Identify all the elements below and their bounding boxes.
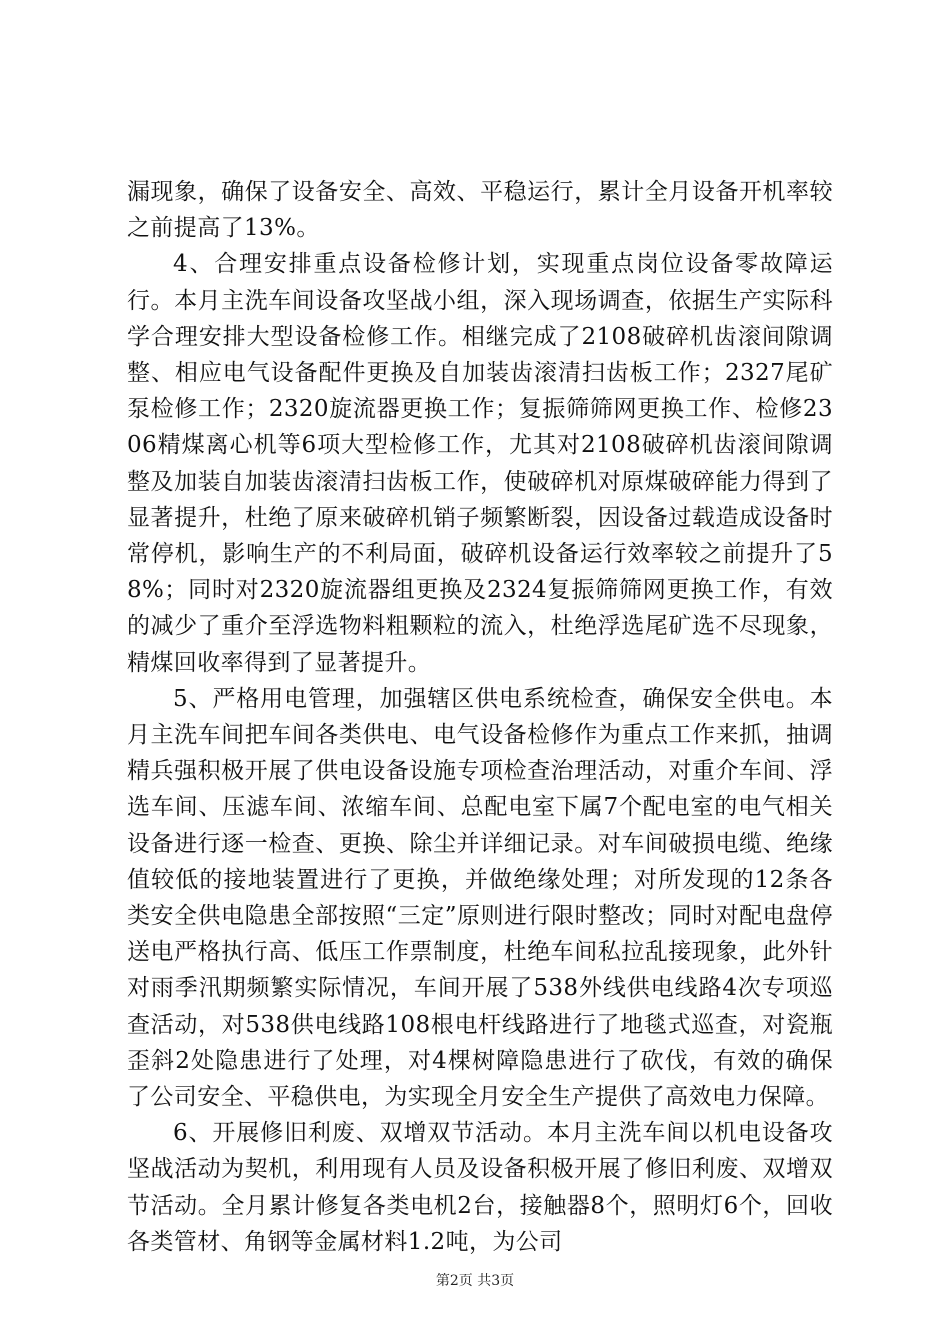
page-footer: [0, 1271, 950, 1291]
paragraph-item-6: 6、开展修旧利废、双增双节活动。本月主洗车间以机电设备攻坚战活动为契机，利用现有人员及设备积极开展了修旧利废、双增双节活动。全月累计修复各类电机2台，接触器8个，照明灯6个，回收各类管材、角钢等金属材料1.2吨，为公司: [127, 1120, 833, 1255]
paragraph-item-5: 5、严格用电管理，加强辖区供电系统检查，确保安全供电。本月主洗车间把车间各类供电、电气设备检修作为重点工作来抓，抽调精兵强积极开展了供电设备设施专项检查治理活动，对重介车间、浮选车间、压滤车间、浓缩车间、总配电室下属7个配电室的电气相关设备进行逐一检查、更换、除尘并详细记录。对车间破损电缆、绝缘值较低的接地装置进行了更换，并做绝缘处理；对所发现的12条各类安全供电隐患全部按照“三定”原则进行限时整改；同时对配电盘停送电严格执行高、低压工作票制度，杜绝车间私拉乱接现象，此外针对雨季汛期频繁实际情况，车间开展了538外线供电线路4次专项巡查活动，对538供电线路108根电杆线路进行了地毯式巡查，对瓷瓶歪斜2处隐患进行了处理，对4棵树障隐患进行了砍伐，有效的确保了公司安全、平稳供电，为实现全月安全生产提供了高效电力保障。: [127, 685, 833, 1111]
paragraph-continuation: 漏现象，确保了设备安全、高效、平稳运行，累计全月设备开机率较之前提高了13%。: [127, 179, 833, 242]
paragraph-item-4: 4、合理安排重点设备检修计划，实现重点岗位设备零故障运行。本月主洗车间设备攻坚战小组，深入现场调查，依据生产实际科学合理安排大型设备检修工作。相继完成了2108破碎机齿滚间隙调整、相应电气设备配件更换及自加装齿滚清扫齿板工作；2327尾矿泵检修工作；2320旋流器更换工作；复振筛筛网更换工作、检修2306精煤离心机等6项大型检修工作，尤其对2108破碎机齿滚间隙调整及加装自加装齿滚清扫齿板工作，使破碎机对原煤破碎能力得到了显著提升，杜绝了原来破碎机销子频繁断裂，因设备过载造成设备时常停机，影响生产的不利局面，破碎机设备运行效率较之前提升了58%；同时对2320旋流器组更换及2324复振筛筛网更换工作，有效的减少了重介至浮选物料粗颗粒的流入，杜绝浮选尾矿选不尽现象，精煤回收率得到了显著提升。: [127, 251, 833, 676]
page-number: 第2页 共3页: [435, 1273, 515, 1289]
document-body: [127, 174, 833, 1260]
